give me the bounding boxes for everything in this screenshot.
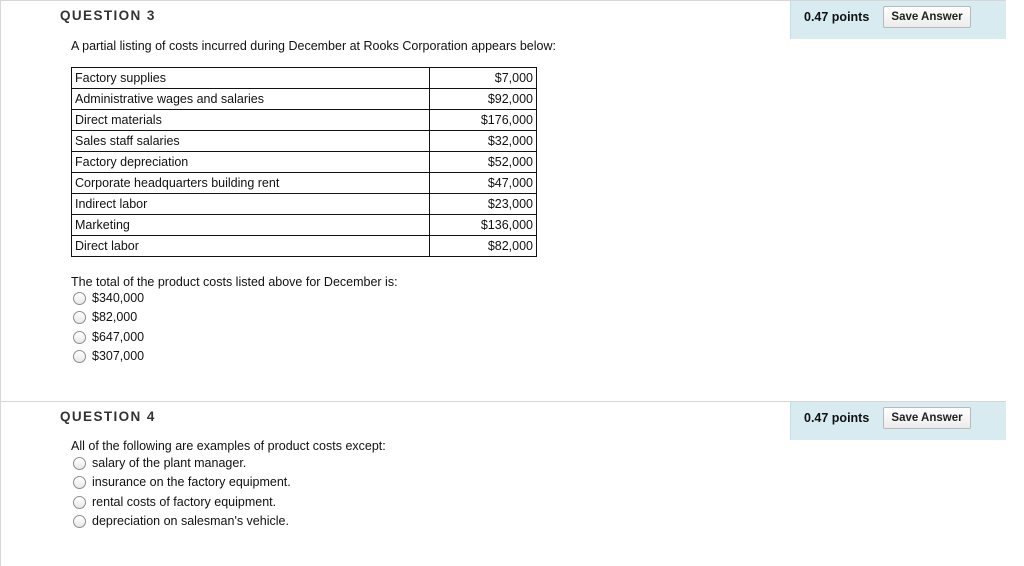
option-label: rental costs of factory equipment.	[92, 495, 277, 509]
cost-amount: $23,000	[430, 194, 537, 215]
question-4-title: QUESTION 4	[60, 409, 156, 424]
radio-button[interactable]	[73, 292, 86, 305]
cost-amount: $7,000	[430, 68, 537, 89]
cost-listing-table	[71, 67, 537, 257]
question-4-option-3[interactable]	[73, 493, 276, 511]
question-3-title: QUESTION 3	[60, 8, 156, 23]
cost-label: Corporate headquarters building rent	[72, 173, 430, 194]
question-4-text: All of the following are examples of product costs except:	[71, 439, 386, 453]
cost-amount: $176,000	[430, 110, 537, 131]
cost-label: Factory supplies	[72, 68, 430, 89]
cost-label: Marketing	[72, 215, 430, 236]
table-row	[72, 89, 537, 110]
cost-amount: $136,000	[430, 215, 537, 236]
question-4-option-1[interactable]	[73, 454, 246, 472]
table-row	[72, 152, 537, 173]
table-row	[72, 194, 537, 215]
table-row	[72, 131, 537, 152]
question-4-header	[1, 401, 1006, 440]
option-label: $307,000	[92, 349, 145, 363]
cost-amount: $47,000	[430, 173, 537, 194]
question-4-points-box	[790, 402, 1006, 440]
radio-button[interactable]	[73, 496, 86, 509]
option-label: $340,000	[92, 291, 145, 305]
table-row	[72, 215, 537, 236]
table-row	[72, 173, 537, 194]
option-label: $647,000	[92, 330, 145, 344]
question-4-points: 0.47 points	[804, 411, 870, 425]
question-4-option-2[interactable]	[73, 473, 291, 491]
cost-label: Administrative wages and salaries	[72, 89, 430, 110]
cost-amount: $92,000	[430, 89, 537, 110]
cost-label: Sales staff salaries	[72, 131, 430, 152]
cost-label: Indirect labor	[72, 194, 430, 215]
cost-amount: $32,000	[430, 131, 537, 152]
cost-label: Direct materials	[72, 110, 430, 131]
cost-label: Direct labor	[72, 236, 430, 257]
question-3-points: 0.47 points	[804, 10, 870, 24]
question-4-save-answer-button[interactable]: Save Answer	[883, 407, 971, 429]
radio-button[interactable]	[73, 331, 86, 344]
option-label: insurance on the factory equipment.	[92, 475, 291, 489]
table-row	[72, 236, 537, 257]
question-3-header	[1, 0, 1006, 39]
option-label: depreciation on salesman's vehicle.	[92, 514, 289, 528]
option-label: salary of the plant manager.	[92, 456, 247, 470]
cost-label: Factory depreciation	[72, 152, 430, 173]
radio-button[interactable]	[73, 457, 86, 470]
question-3-save-answer-button[interactable]: Save Answer	[883, 6, 971, 28]
radio-button[interactable]	[73, 311, 86, 324]
question-3-prompt: A partial listing of costs incurred during December at Rooks Corporation appears below:	[71, 39, 556, 53]
radio-button[interactable]	[73, 350, 86, 363]
question-3-option-3[interactable]	[73, 328, 144, 346]
option-label: $82,000	[92, 310, 138, 324]
question-4-option-4[interactable]	[73, 512, 289, 530]
cost-amount: $52,000	[430, 152, 537, 173]
question-3-option-2[interactable]	[73, 308, 137, 326]
question-3-option-1[interactable]	[73, 289, 144, 307]
question-3-option-4[interactable]	[73, 347, 144, 365]
question-3-text: The total of the product costs listed above for December is:	[71, 275, 398, 289]
table-row	[72, 68, 537, 89]
radio-button[interactable]	[73, 476, 86, 489]
radio-button[interactable]	[73, 515, 86, 528]
left-border	[0, 0, 1, 566]
question-3-points-box	[790, 1, 1006, 39]
table-row	[72, 110, 537, 131]
cost-amount: $82,000	[430, 236, 537, 257]
